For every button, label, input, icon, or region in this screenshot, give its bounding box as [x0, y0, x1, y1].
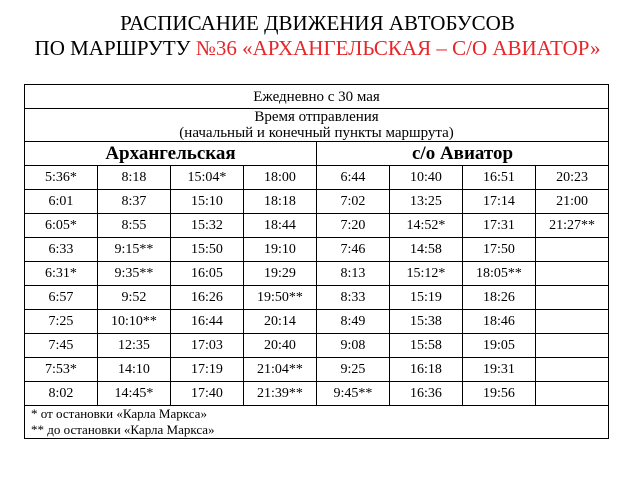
notes-row [25, 406, 609, 439]
departure-time-arkhangelskaya: 19:10 [244, 238, 317, 262]
departure-time-aviator: 19:31 [463, 358, 536, 382]
departure-time-arkhangelskaya: 14:10 [98, 358, 171, 382]
departure-time-aviator [536, 286, 609, 310]
departure-time-arkhangelskaya: 8:02 [25, 382, 98, 406]
departure-time-arkhangelskaya: 20:40 [244, 334, 317, 358]
departure-time-arkhangelskaya: 17:03 [171, 334, 244, 358]
departure-time-arkhangelskaya: 7:53* [25, 358, 98, 382]
departure-time-arkhangelskaya: 15:04* [171, 166, 244, 190]
time-header-row [25, 109, 609, 142]
stop-aviator: с/о Авиатор [317, 142, 609, 166]
footnote-double-star: ** до остановки «Карла Маркса» [31, 422, 215, 437]
departure-time-aviator [536, 382, 609, 406]
stops-row [25, 142, 609, 166]
departure-time-arkhangelskaya: 6:31* [25, 262, 98, 286]
departure-time-aviator: 21:00 [536, 190, 609, 214]
departure-time-aviator [536, 238, 609, 262]
departure-time-arkhangelskaya: 6:33 [25, 238, 98, 262]
departure-time-arkhangelskaya: 8:18 [98, 166, 171, 190]
departure-time-aviator: 7:46 [317, 238, 390, 262]
departure-time-arkhangelskaya: 17:40 [171, 382, 244, 406]
departure-time-header [25, 109, 609, 142]
departure-time-arkhangelskaya: 19:50** [244, 286, 317, 310]
departure-time-aviator: 10:40 [390, 166, 463, 190]
time-row [25, 262, 609, 286]
time-row [25, 358, 609, 382]
departure-time-arkhangelskaya: 15:32 [171, 214, 244, 238]
departure-time-aviator [536, 262, 609, 286]
departure-time-arkhangelskaya: 6:05* [25, 214, 98, 238]
departure-time-aviator: 17:50 [463, 238, 536, 262]
departure-time-title: Время отправления [254, 109, 379, 125]
departure-time-arkhangelskaya: 15:50 [171, 238, 244, 262]
departure-time-aviator: 17:31 [463, 214, 536, 238]
departure-time-arkhangelskaya: 5:36* [25, 166, 98, 190]
time-row [25, 310, 609, 334]
time-row [25, 190, 609, 214]
departure-time-arkhangelskaya: 16:44 [171, 310, 244, 334]
timetable [24, 84, 609, 439]
departure-time-aviator: 13:25 [390, 190, 463, 214]
departure-time-aviator: 15:19 [390, 286, 463, 310]
route-title-prefix: ПО МАРШРУТУ [34, 36, 196, 60]
departure-time-aviator: 16:51 [463, 166, 536, 190]
departure-time-arkhangelskaya: 16:26 [171, 286, 244, 310]
time-row [25, 238, 609, 262]
route-title [0, 36, 635, 60]
departure-time-aviator: 18:05** [463, 262, 536, 286]
departure-time-aviator: 8:13 [317, 262, 390, 286]
route-name: №36 «АРХАНГЕЛЬСКАЯ – С/О АВИАТОР» [195, 36, 601, 60]
departure-time-arkhangelskaya: 8:55 [98, 214, 171, 238]
departure-time-arkhangelskaya: 8:37 [98, 190, 171, 214]
departure-time-arkhangelskaya: 14:45* [98, 382, 171, 406]
departure-time-aviator: 14:58 [390, 238, 463, 262]
departure-time-arkhangelskaya: 6:01 [25, 190, 98, 214]
footnote-single-star: * от остановки «Карла Маркса» [31, 406, 207, 421]
departure-time-aviator [536, 334, 609, 358]
departure-time-arkhangelskaya: 6:57 [25, 286, 98, 310]
departure-time-aviator: 20:23 [536, 166, 609, 190]
departure-time-arkhangelskaya: 21:39** [244, 382, 317, 406]
departure-time-aviator: 9:25 [317, 358, 390, 382]
departure-time-aviator: 15:58 [390, 334, 463, 358]
departure-time-arkhangelskaya: 9:52 [98, 286, 171, 310]
footnotes [25, 406, 609, 439]
departure-time-arkhangelskaya: 18:00 [244, 166, 317, 190]
departure-time-aviator [536, 310, 609, 334]
departure-time-arkhangelskaya: 7:25 [25, 310, 98, 334]
time-row [25, 166, 609, 190]
stop-arkhangelskaya: Архангельская [25, 142, 317, 166]
departure-time-arkhangelskaya: 18:44 [244, 214, 317, 238]
departure-time-aviator: 7:20 [317, 214, 390, 238]
departure-time-aviator: 14:52* [390, 214, 463, 238]
departure-time-arkhangelskaya: 18:18 [244, 190, 317, 214]
departure-time-subtitle: (начальный и конечный пункты маршрута) [179, 125, 454, 141]
departure-time-arkhangelskaya: 21:04** [244, 358, 317, 382]
departure-time-aviator: 19:05 [463, 334, 536, 358]
departure-time-arkhangelskaya: 19:29 [244, 262, 317, 286]
departure-time-aviator: 15:38 [390, 310, 463, 334]
departure-time-aviator: 16:18 [390, 358, 463, 382]
departure-time-aviator: 21:27** [536, 214, 609, 238]
departure-time-arkhangelskaya: 12:35 [98, 334, 171, 358]
time-row [25, 382, 609, 406]
time-row [25, 214, 609, 238]
departure-time-aviator: 7:02 [317, 190, 390, 214]
departure-time-aviator: 8:33 [317, 286, 390, 310]
departure-time-aviator: 8:49 [317, 310, 390, 334]
time-row [25, 286, 609, 310]
departure-time-aviator: 18:46 [463, 310, 536, 334]
departure-time-aviator: 9:08 [317, 334, 390, 358]
departure-time-arkhangelskaya: 17:19 [171, 358, 244, 382]
departure-time-arkhangelskaya: 20:14 [244, 310, 317, 334]
daily-label: Ежедневно с 30 мая [25, 85, 609, 109]
departure-time-aviator: 6:44 [317, 166, 390, 190]
departure-time-arkhangelskaya: 10:10** [98, 310, 171, 334]
departure-time-arkhangelskaya: 7:45 [25, 334, 98, 358]
departure-time-aviator: 18:26 [463, 286, 536, 310]
departure-time-aviator [536, 358, 609, 382]
departure-time-arkhangelskaya: 15:10 [171, 190, 244, 214]
departure-time-arkhangelskaya: 9:15** [98, 238, 171, 262]
departure-time-aviator: 15:12* [390, 262, 463, 286]
departure-time-arkhangelskaya: 9:35** [98, 262, 171, 286]
time-row [25, 334, 609, 358]
departure-time-aviator: 16:36 [390, 382, 463, 406]
schedule-title: РАСПИСАНИЕ ДВИЖЕНИЯ АВТОБУСОВ [120, 11, 515, 35]
daily-row [25, 85, 609, 109]
departure-time-aviator: 9:45** [317, 382, 390, 406]
departure-time-aviator: 17:14 [463, 190, 536, 214]
departure-time-arkhangelskaya: 16:05 [171, 262, 244, 286]
departure-time-aviator: 19:56 [463, 382, 536, 406]
